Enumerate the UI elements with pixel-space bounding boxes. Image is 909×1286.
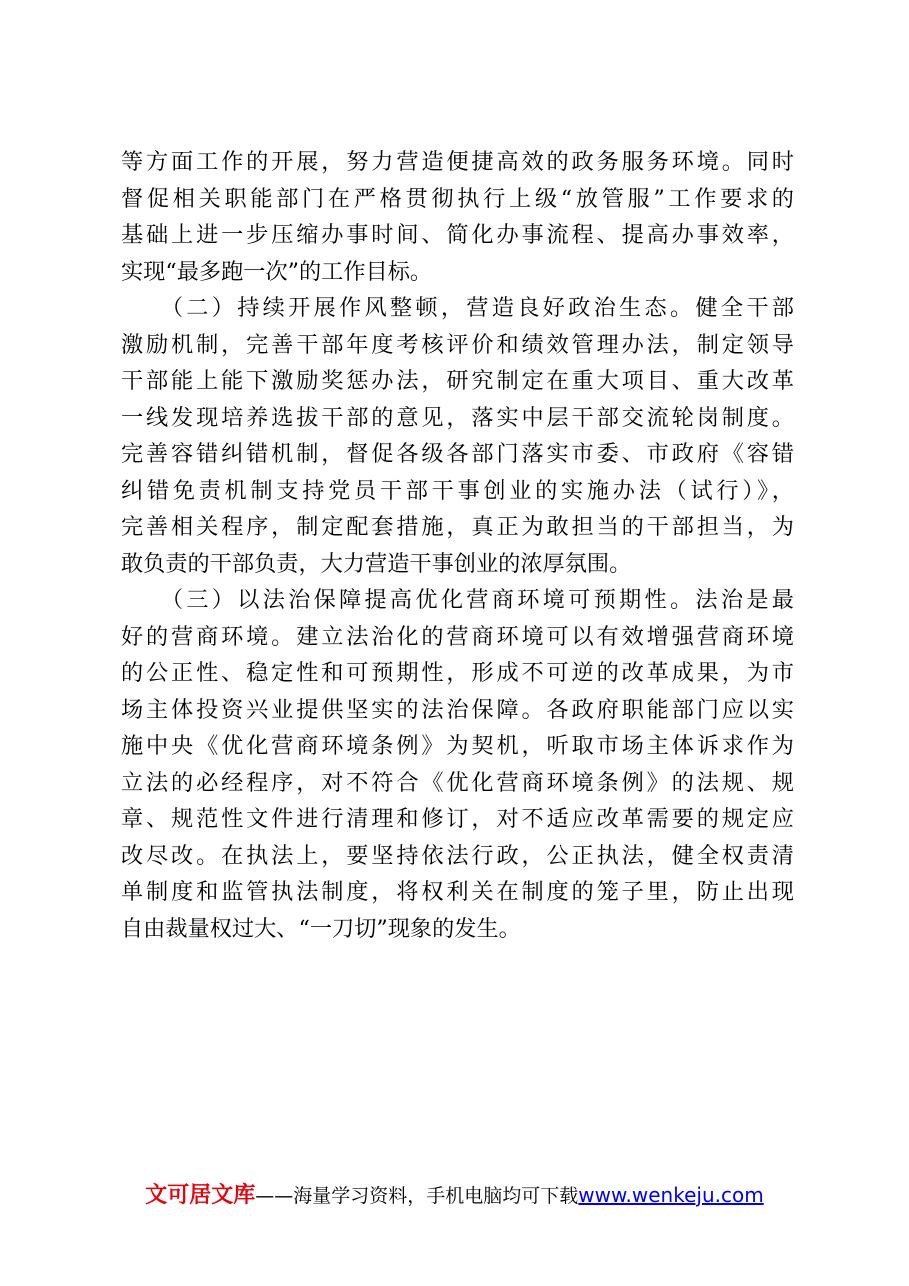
footer-brand: 文可居文库: [145, 1183, 256, 1208]
text-line: 场主体投资兴业提供坚实的法治保障。各政府职能部门应以实: [121, 696, 794, 723]
text-line: 纠错免责机制支持党员干部干事创业的实施办法（试行）》，: [121, 477, 794, 504]
text-line: 激励机制，完善干部年度考核评价和绩效管理办法，制定领导: [121, 331, 794, 358]
text-line: 基础上进一步压缩办事时间、简化办事流程、提高办事效率，: [121, 222, 794, 248]
document-body: [121, 144, 794, 947]
text-line: 完善容错纠错机制，督促各级各部门落实市委、市政府《容错: [121, 441, 794, 467]
footer-banner: [0, 1180, 909, 1211]
paragraph-section-three: [121, 582, 794, 947]
paragraph-intro: [121, 144, 794, 290]
footer-website-link[interactable]: www.wenkeju.com: [578, 1183, 764, 1207]
paragraph-section-two: [121, 290, 794, 582]
footer-slogan: ——海量学习资料，手机电脑均可下载: [255, 1185, 579, 1207]
text-line: 实现“最多跑一次”的工作目标。: [121, 258, 433, 285]
text-line: 完善相关程序，制定配套措施，真正为敢担当的干部担当，为: [121, 514, 794, 540]
text-line: 敢负责的干部负责，大力营造干事创业的浓厚氛围。: [121, 550, 632, 577]
text-line: 等方面工作的开展，努力营造便捷高效的政务服务环境。同时: [121, 149, 794, 175]
text-line: 的公正性、稳定性和可预期性，形成不可逆的改革成果，为市: [121, 660, 794, 686]
text-line: 施中央《优化营商环境条例》为契机，听取市场主体诉求作为: [121, 733, 794, 759]
text-line: 一线发现培养选拔干部的意见，落实中层干部交流轮岗制度。: [121, 404, 794, 431]
text-line: 改尽改。在执法上，要坚持依法行政，公正执法，健全权责清: [121, 842, 794, 869]
text-line: 单制度和监管执法制度，将权利关在制度的笼子里，防止出现: [121, 879, 794, 905]
text-line: 督促相关职能部门在严格贯彻执行上级“放管服”工作要求的: [121, 185, 794, 212]
text-line: （三）以法治保障提高优化营商环境可预期性。法治是最: [121, 587, 794, 613]
text-line: 章、规范性文件进行清理和修订，对不适应改革需要的规定应: [121, 806, 794, 832]
text-line: 立法的必经程序，对不符合《优化营商环境条例》的法规、规: [121, 769, 794, 796]
text-line: （二）持续开展作风整顿，营造良好政治生态。健全干部: [121, 295, 794, 321]
text-line: 自由裁量权过大、“一刀切”现象的发生。: [121, 915, 521, 942]
text-line: 干部能上能下激励奖惩办法，研究制定在重大项目、重大改革: [121, 368, 794, 394]
text-line: 好的营商环境。建立法治化的营商环境可以有效增强营商环境: [121, 623, 794, 650]
